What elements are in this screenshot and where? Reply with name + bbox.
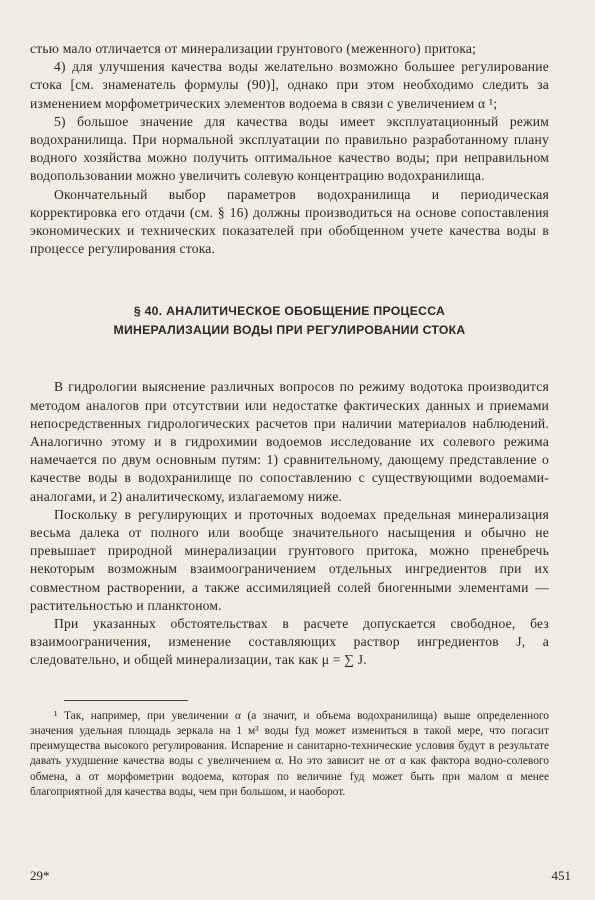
paragraph-hydrology: В гидрологии выяснение различных вопросов по режиму водотока производится методом аналогов при отсутствии или недостатке фактических данных и приемами непосредственных гидрологических расчетов при наличии материалов наблюдений. Аналогично этому и в гидрохимии водоемов исследование их солевого режима намечается по двум основным путям: 1) сравнительному, дающему представление о качестве воды в водохранилище по сопоставлению с существующими водоемами-аналогами, и 2) аналитическому, излагаемому ниже. — [30, 379, 549, 504]
paragraph-reservoirs: Поскольку в регулирующих и проточных водоемах предельная минерализация весьма далека от полного или вообще значительного насыщения и обычно не превышает природной минерализации грунтового притока, можно пренебречь некоторым возможным взаимоограничением отдельных ингредиентов при их совместном растворении, а также ассимиляцией солей биогенными элементами — растительностью и планктоном. — [30, 506, 549, 613]
paragraph-circumstances: При указанных обстоятельствах в расчете допускается свободное, без взаимоограничения, изменение составляющих раствор ингредиентов J, а следовательно, и общей минерализации, так как μ = ∑ J. — [30, 616, 549, 668]
paragraph-continuation: стью мало отличается от минерализации грунтового (меженного) притока; — [30, 41, 477, 56]
section-heading — [30, 302, 549, 340]
section-heading-line-1: § 40. АНАЛИТИЧЕСКОЕ ОБОБЩЕНИЕ ПРОЦЕССА — [133, 304, 446, 319]
footnote-divider — [64, 700, 188, 701]
paragraph-item-4: 4) для улучшения качества воды желательно возможно большее регулирование стока [см. знаменатель формулы (90)], однако при этом необходимо следить за изменением морфометрических элементов водоема в связи с увеличением α ¹; — [30, 59, 549, 111]
section-heading-line-2: МИНЕРАЛИЗАЦИИ ВОДЫ ПРИ РЕГУЛИРОВАНИИ СТОКА — [113, 323, 466, 338]
footnote: ¹ Так, например, при увеличении α (а значит, и объема водохранилища) выше определенного значения удельная площадь зеркала на 1 м³ воды fуд может измениться в такой мере, что погасит преимущества высокого регулирования. Испарение и санитарно-технические условия будут в результате давать ухудшение качества воды с увеличением α. Но это зависит не от α как фактора водно-солевого обмена, а от морфометрии водоема, которая по величине fуд может быть при малом α менее благоприятной для качества воды, чем при большом, и наоборот. — [30, 709, 549, 798]
signature-mark: 29* — [30, 868, 50, 883]
page-body — [30, 40, 549, 800]
page-number: 451 — [551, 868, 571, 883]
paragraph-item-5: 5) большое значение для качества воды имеет эксплуатационный режим водохранилища. При нормальной эксплуатации по правильно разработанному плану водного хозяйства можно получить оптимальное качество воды; при неправильном водопользовании можно увеличить солевую концентрацию водохранилища. — [30, 113, 549, 184]
paragraph-final-choice: Окончательный выбор параметров водохранилища и периодическая корректировка его отдачи (см. § 16) должны производиться на основе сопоставления экономических и технических показателей при обобщенном учете качества воды в процессе регулирования стока. — [30, 186, 549, 257]
